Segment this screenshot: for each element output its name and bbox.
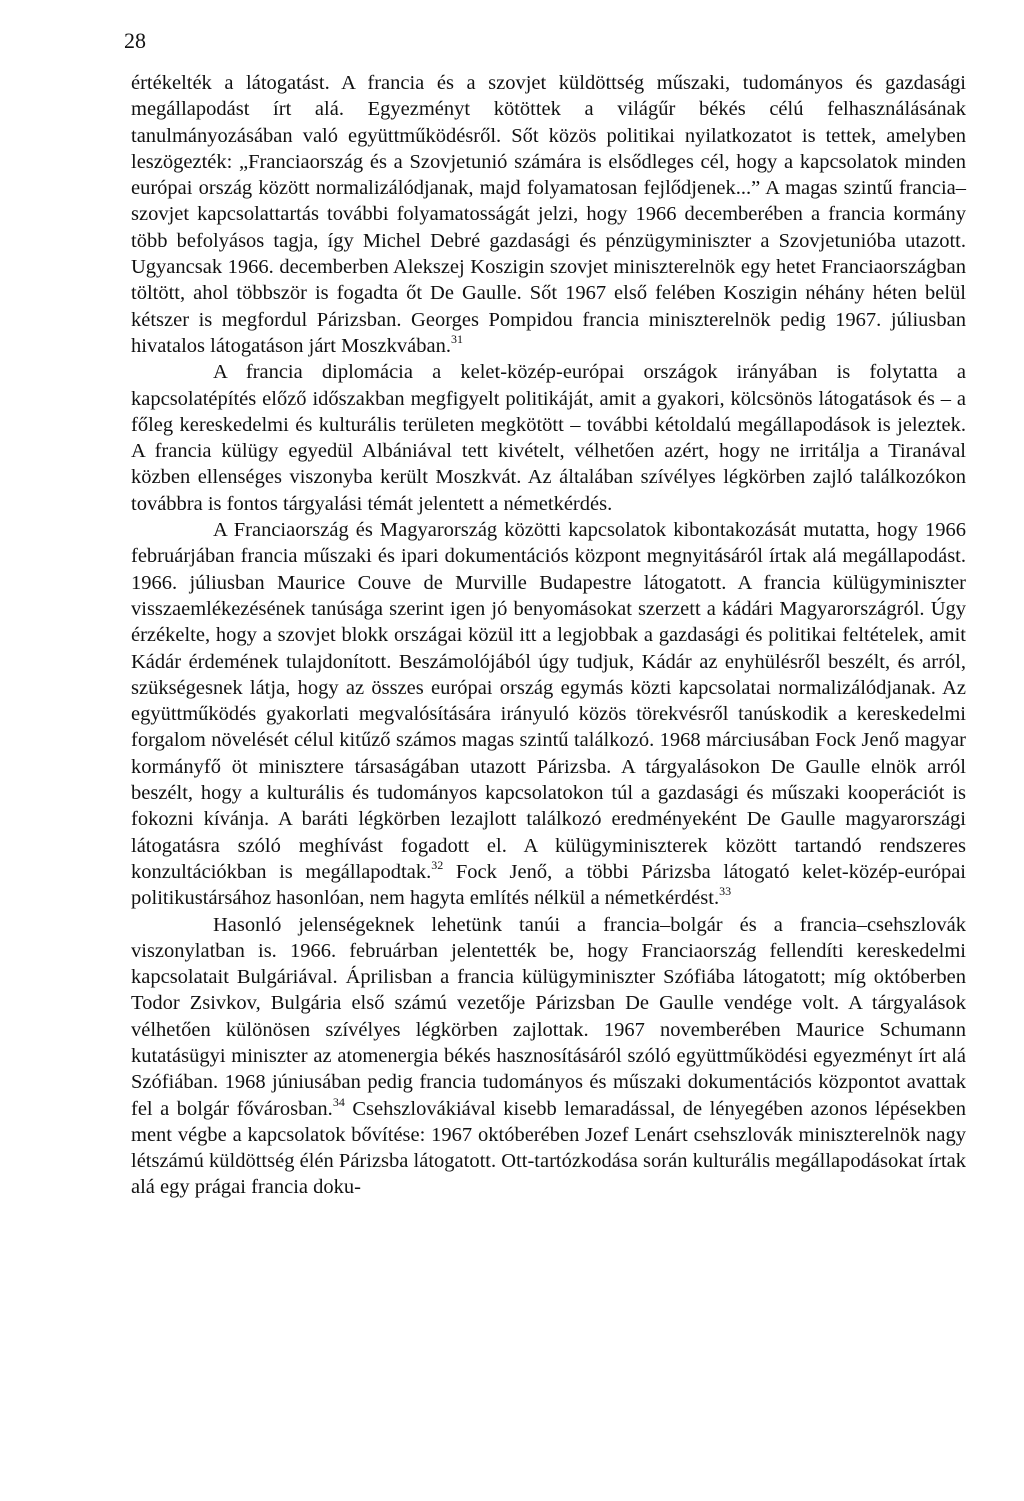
footnote-ref-34[interactable]: 34 [332, 1094, 345, 1109]
paragraph-text: Hasonló jelenségeknek lehetünk tanúi a francia–bolgár és a francia–csehszlovák viszonylatban is. 1966. februárban jelentették be, hogy Franciaország fellendíti kereskedelmi kapcsolatait Bulgáriával. Áprilisban a francia külügyminiszter Szófiába látogatott; míg októberben Todor Zsivkov, Bulgária első számú vezetője Párizsban De Gaulle vendége volt. A tárgyalások vélhetően különösen szívélyes légkörben zajlottak. 1967 novemberében Maurice Schumann kutatásügyi miniszter az atomenergia békés hasznosításáról szóló együttműködési egyezményt írt alá Szófiában. 1968 júniusában pedig francia tudományos és műszaki dokumentációs központot avattak fel a bolgár fővárosban. [131, 913, 966, 1120]
paragraph-1 [131, 70, 966, 359]
paragraph-text: A Franciaország és Magyarország közötti kapcsolatok kibontakozását mutatta, hogy 1966 februárjában francia műszaki és ipari dokumentációs központ megnyitásáról írtak alá megállapodást. 1966. júliusban Maurice Couve de Murville Budapestre látogatott. A francia külügyminiszter visszaemlékezésének tanúsága szerint igen jó benyomásokat szerzett a kádári Magyarországról. Úgy érzékelte, hogy a szovjet blokk országai közül itt a legjobbak a gazdasági és politikai feltételek, amit Kádár érdemének tulajdonított. Beszámolójából úgy tudjuk, Kádár az enyhülésről beszélt, és arról, szükségesnek látja, hogy az összes európai ország egymás közti kapcsolatai normalizálódjanak. Az együttműködés gyakorlati megvalósítására irányuló közös törekvésről tanúskodik a kereskedelmi forgalom növelését célul kitűző számos magas szintű találkozó. 1968 márciusában Fock Jenő magyar kormányfő öt minisztere társaságában utazott Párizsba. A tárgyalásokon De Gaulle elnök arról beszélt, hogy a kulturális és tudományos kapcsolatokon túl a gazdasági és műszaki kooperációt is fokozni kívánja. A baráti légkörben lezajlott találkozó eredményeként De Gaulle magyarországi látogatásra szóló meghívást fogadott el. A külügyminiszterek között tartandó rendszeres konzultációkban is megállapodtak. [131, 519, 966, 883]
footnote-ref-32[interactable]: 32 [431, 858, 444, 873]
footnote-ref-31[interactable]: 31 [450, 332, 463, 347]
paragraph-3 [131, 517, 966, 911]
paragraph-text: Csehszlovákiával kisebb lemaradással, de lényegében azonos lépésekben ment végbe a kapcsolatok bővítése: 1967 októberében Jozef Lenárt csehszlovák miniszterelnök nagy létszámú küldöttség élén Párizsba látogatott. Ott-tartózkodása során kulturális megállapodásokat írtak alá egy prágai francia doku- [131, 1097, 967, 1199]
page-number: 28 [124, 28, 146, 53]
paragraph-text: Fock Jenő, a többi Párizsba látogató kelet-közép-európai politikustársához hasonlóan, nem hagyta említés nélkül a németkérdést. [131, 860, 966, 910]
paragraph-2 [131, 359, 966, 517]
paragraph-text: értékelték a látogatást. A francia és a szovjet küldöttség műszaki, tudományos és gazdasági megállapodást írt alá. Egyezményt kötöttek a világűr békés célú felhasználásának tanulmányozásában való együttműködésről. Sőt közös politikai nyilatkozatot is tettek, amelyben leszögezték: „Franciaország és a Szovjetunió számára is elsődleges cél, hogy a kapcsolatok minden európai ország között normalizálódjanak, majd folyamatosan fejlődjenek...” A magas szintű francia–szovjet kapcsolattartás további folyamatosságát jelzi, hogy 1966 decemberében a francia kormány több befolyásos tagja, így Michel Debré gazdasági és pénzügyminiszter a Szovjetunióba utazott. Ugyancsak 1966. decemberben Alekszej Koszigin szovjet miniszterelnök egy hetet Franciaországban töltött, ahol többször is fogadta őt De Gaulle. Sőt 1967 első felében Koszigin néhány héten belül kétszer is megfordul Párizsban. Georges Pompidou francia miniszterelnök pedig 1967. júliusban hivatalos látogatáson járt Moszkvában. [131, 72, 966, 357]
paragraph-4 [131, 912, 966, 1201]
paragraph-text: A francia diplomácia a kelet-közép-európai országok irányában is folytatta a kapcsolatépítés előző időszakban megfigyelt politikáját, amit a gyakori, kölcsönös látogatások és – a főleg kereskedelmi és kulturális területen megkötött – további kétoldalú megállapodások is jeleztek. A francia külügy egyedül Albániával tett kivételt, vélhetően azért, hogy ne irritálja a Tiranával közben ellenséges viszonyba került Moszkvát. Az általában szívélyes légkörben zajló találkozókon továbbra is fontos tárgyalási témát jelentett a németkérdés. [131, 361, 966, 515]
footnote-ref-33[interactable]: 33 [719, 884, 732, 899]
body-text [131, 70, 966, 1201]
